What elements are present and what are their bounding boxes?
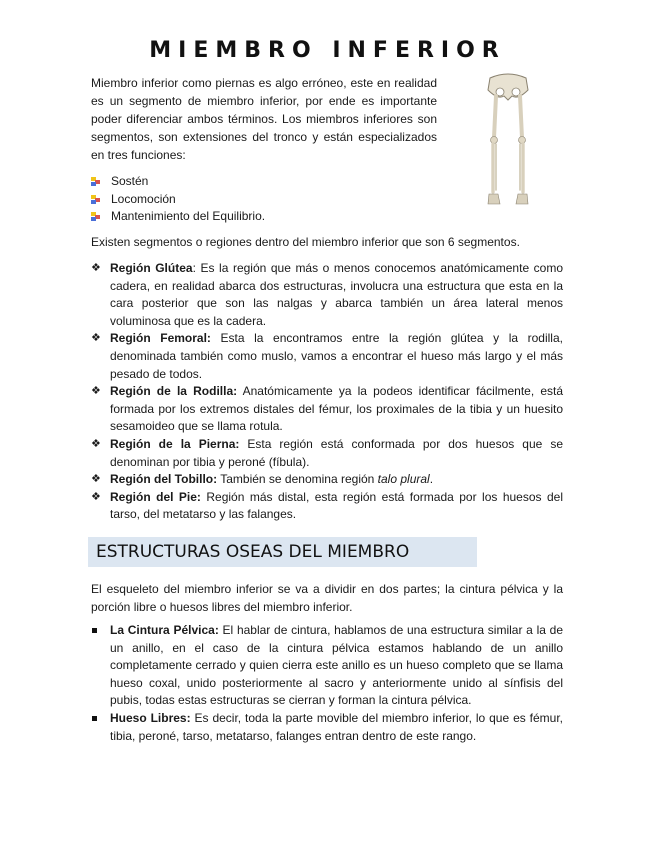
square-bullet-icon — [91, 622, 110, 710]
list-item: ❖ Región Femoral: Esta la encontramos entre la región glútea y la rodilla, denominada también como muslo, vamos a encontrar el hueso más largo y el más pesado de todos. — [91, 330, 563, 383]
segments-intro: Existen segmentos o regiones dentro del miembro inferior que son 6 segmentos. — [91, 235, 520, 249]
diamond-bullet-icon: ❖ — [91, 262, 101, 274]
intro-paragraph: Miembro inferior como piernas es algo erróneo, este en realidad es un segmento de miembro inferior, por ende es importante poder diferenciar ambos términos. Los miembros inferiores son segmentos, son extensiones del tronco y están especializados en tres funciones: — [91, 76, 437, 162]
page-title: MIEMBRO INFERIOR — [149, 38, 506, 63]
diamond-bullet-icon: ❖ — [91, 385, 101, 398]
diamond-bullet-icon: ❖ — [91, 332, 101, 345]
diamond-bullet-icon: ❖ — [91, 473, 101, 486]
regions-list — [91, 260, 563, 524]
list-item: Sostén — [91, 173, 265, 191]
diamond-bullet-icon: ❖ — [91, 490, 101, 503]
square-bullet-icon — [91, 710, 110, 745]
list-item: ❖ Región de la Rodilla: Anatómicamente ya la podeos identificar fácilmente, está formada por los extremos distales del fémur, los proximales de la tibia y un huesito sesamoideo que se llama rotula. — [91, 383, 563, 436]
parts-list — [91, 622, 563, 745]
functions-list — [91, 173, 265, 226]
list-item: ❖ Región del Pie: Región más distal, esta región está formada por los huesos del tarso, del metatarso y las falanges. — [91, 489, 563, 524]
list-item: La Cintura Pélvica: El hablar de cintura, hablamos de una estructura similar a la de un anillo, en el caso de la cintura pélvica estamos hablando de un anillo completamente cerrado y quien cierra este anillo es un hueso completo que se llama hueso coxal, unido posteriormente al sacro y anteriormente unido al sínfisis del pubis, todas estas estructuras se cierran y forman la cintura pélvica. — [91, 622, 563, 710]
list-item: Mantenimiento del Equilibrio. — [91, 208, 265, 226]
lower-limb-skeleton-illustration — [478, 70, 538, 210]
section-heading: ESTRUCTURAS OSEAS DEL MIEMBRO — [88, 537, 477, 567]
colorful-bullet-icon — [91, 195, 101, 204]
list-item: Hueso Libres: Es decir, toda la parte movible del miembro inferior, lo que es fémur, tibia, peroné, tarso, metatarso, falanges entran dentro de este rango. — [91, 710, 563, 745]
diamond-bullet-icon: ❖ — [91, 437, 101, 450]
structures-intro: El esqueleto del miembro inferior se va a dividir en dos partes; la cintura pélvica y la porción libre o huesos libres del miembro inferior. — [91, 582, 563, 614]
colorful-bullet-icon — [91, 212, 101, 221]
list-item: ❖ Región del Tobillo: También se denomina región talo plural. — [91, 471, 563, 489]
list-item: ❖ Región Glútea: Es la región que más o menos conocemos anatómicamente como cadera, en realidad abarca dos estructuras, involucra una estructura que esta en la cara posterior que son las nalgas y abarca también un área lateral menos voluminosa que es la cadera. — [91, 260, 563, 330]
list-item: Locomoción — [91, 191, 265, 209]
colorful-bullet-icon — [91, 177, 101, 186]
list-item: ❖ Región de la Pierna: Esta región está conformada por dos huesos que se denominan por tibia y peroné (fíbula). — [91, 436, 563, 471]
